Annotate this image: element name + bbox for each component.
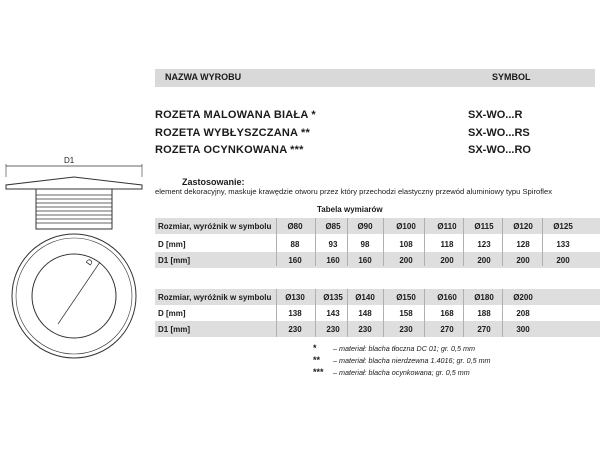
product-symbol: SX-WO...RO — [468, 144, 531, 156]
column-separator — [383, 289, 384, 337]
table-cell: Ø200 — [513, 293, 533, 302]
table-cell: 118 — [440, 240, 454, 249]
product-name: ROZETA MALOWANA BIAŁA * — [155, 109, 316, 121]
table-cell: 200 — [477, 256, 491, 265]
table-row — [155, 289, 600, 305]
table-cell: 270 — [477, 325, 491, 334]
product-name: ROZETA WYBŁYSZCZANA ** — [155, 127, 310, 139]
table-cell: 88 — [290, 240, 300, 249]
column-separator — [502, 289, 503, 337]
table-cell: 158 — [399, 309, 413, 318]
table-cell: 108 — [399, 240, 413, 249]
row-label: D [mm] — [158, 309, 186, 318]
footnote-mark: * — [313, 343, 317, 353]
table-cell: Ø140 — [355, 293, 375, 302]
footnote-text: – materiał: blacha nierdzewna 1.4016; gr. 0,5 mm — [333, 356, 491, 365]
table-cell: 160 — [326, 256, 340, 265]
footnote — [313, 355, 491, 365]
table-row — [155, 252, 600, 268]
table-cell: Ø180 — [474, 293, 494, 302]
table-title: Tabela wymiarów — [317, 205, 383, 214]
table-cell: 208 — [516, 309, 530, 318]
row-label: D1 [mm] — [158, 325, 191, 334]
table-cell: 230 — [288, 325, 302, 334]
table-row — [155, 305, 600, 321]
table-cell: Ø85 — [325, 222, 341, 231]
table-cell: Ø80 — [287, 222, 303, 231]
header-bar — [155, 69, 595, 87]
usage-text: element dekoracyjny, maskuje krawędzie otworu przez który przechodzi elastyczny przewód aluminiowy typu Spiroflex — [155, 187, 553, 196]
table-cell: Ø160 — [437, 293, 457, 302]
column-separator — [383, 218, 384, 266]
dimension-line-d — [58, 262, 100, 324]
footnote-mark: *** — [313, 367, 324, 377]
table-cell: 133 — [556, 240, 570, 249]
row-label: D1 [mm] — [158, 256, 191, 265]
table-cell: 200 — [399, 256, 413, 265]
row-label: Rozmiar, wyróżnik w symbolu — [158, 293, 272, 302]
product-symbol: SX-WO...R — [468, 109, 523, 121]
table-cell: 93 — [328, 240, 338, 249]
column-separator — [276, 218, 277, 266]
table-row — [155, 321, 600, 337]
column-separator — [347, 218, 348, 266]
table-cell: 148 — [358, 309, 372, 318]
d1-label: D1 — [64, 156, 75, 165]
column-separator — [347, 289, 348, 337]
table-cell: Ø135 — [323, 293, 343, 302]
table-cell: 138 — [288, 309, 302, 318]
column-separator — [463, 218, 464, 266]
outer-circle — [12, 234, 136, 358]
product-symbol: SX-WO...RS — [468, 127, 530, 139]
table-cell: Ø130 — [285, 293, 305, 302]
column-separator — [315, 218, 316, 266]
footnote — [313, 343, 475, 353]
footnote-mark: ** — [313, 355, 321, 365]
table-row — [155, 218, 600, 234]
table-cell: 270 — [440, 325, 454, 334]
table-cell: Ø100 — [396, 222, 416, 231]
table-cell: 200 — [516, 256, 530, 265]
table-cell: 160 — [358, 256, 372, 265]
column-separator — [502, 218, 503, 266]
column-separator — [315, 289, 316, 337]
table-cell: 160 — [288, 256, 302, 265]
table-row — [155, 236, 600, 252]
symbol-header: SYMBOL — [492, 72, 531, 82]
table-cell: 230 — [358, 325, 372, 334]
footnote-text: – materiał: blacha tłoczna DC 01; gr. 0,5 mm — [333, 344, 475, 353]
footnote-text: – materiał: blacha ocynkowana; gr. 0,5 mm — [333, 368, 470, 377]
table-cell: 168 — [440, 309, 454, 318]
table-cell: Ø150 — [396, 293, 416, 302]
table-cell: 143 — [326, 309, 340, 318]
table-cell: Ø115 — [474, 222, 494, 231]
table-cell: 98 — [360, 240, 370, 249]
column-separator — [542, 218, 543, 266]
column-separator — [276, 289, 277, 337]
inner-circle — [32, 254, 116, 338]
table-cell: 128 — [516, 240, 530, 249]
table-cell: 123 — [477, 240, 491, 249]
table-cell: 230 — [399, 325, 413, 334]
table-cell: Ø110 — [437, 222, 457, 231]
table-cell: Ø125 — [553, 222, 573, 231]
rosette-drawing — [0, 155, 150, 365]
row-label: Rozmiar, wyróżnik w symbolu — [158, 222, 272, 231]
table-cell: 230 — [326, 325, 340, 334]
table-cell: Ø90 — [357, 222, 373, 231]
table-cell: 300 — [516, 325, 530, 334]
table-cell: 200 — [440, 256, 454, 265]
table-cell: Ø120 — [513, 222, 533, 231]
usage-title: Zastosowanie: — [182, 177, 245, 187]
column-separator — [463, 289, 464, 337]
column-separator — [424, 218, 425, 266]
table-cell: 188 — [477, 309, 491, 318]
column-separator — [424, 289, 425, 337]
product-name-header: NAZWA WYROBU — [165, 72, 242, 82]
row-label: D [mm] — [158, 240, 186, 249]
flange-shape — [6, 177, 142, 189]
product-name: ROZETA OCYNKOWANA *** — [155, 144, 304, 156]
d-label: D — [84, 257, 95, 268]
table-cell: 200 — [556, 256, 570, 265]
footnote — [313, 367, 470, 377]
